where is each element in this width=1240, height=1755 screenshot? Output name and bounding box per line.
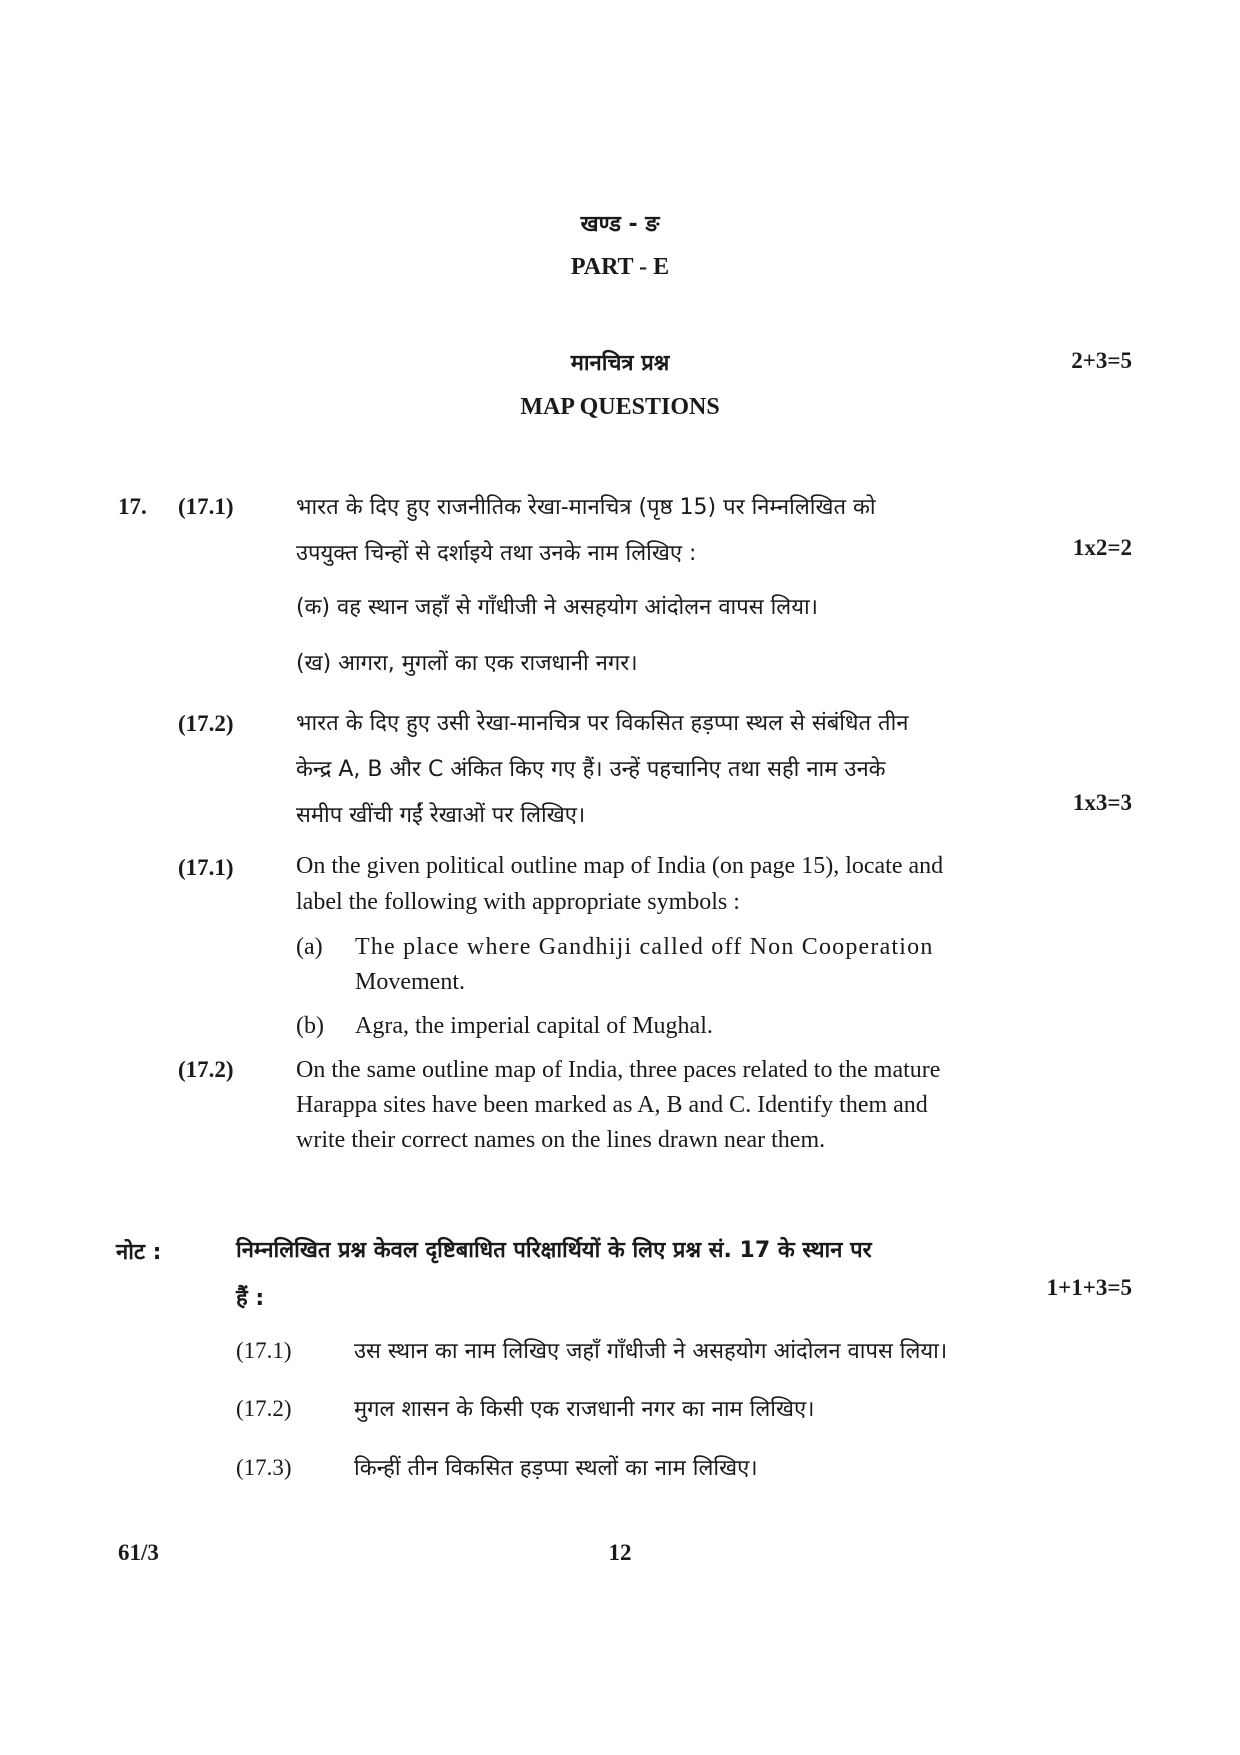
q17-1-english-option-a-line2: Movement.: [355, 969, 465, 995]
note-item-label: (17.2): [236, 1396, 292, 1421]
note-line2: हैं :: [236, 1286, 265, 1311]
q17-1-english-option-b-text: Agra, the imperial capital of Mughal.: [355, 1013, 713, 1039]
section-title-hindi: खण्ड - ङ: [580, 212, 660, 237]
q17-2-hindi-line3: समीप खींची गईं रेखाओं पर लिखिए।: [296, 803, 586, 828]
q17-1-marks: 1x2=2: [1072, 535, 1132, 560]
q17-1-english-option-a-line1: The place where Gandhiji called off Non Cooperation: [355, 934, 934, 960]
q17-1-hindi-line1: भारत के दिए हुए राजनीतिक रेखा-मानचित्र (पृष्ठ 15) पर निम्नलिखित को: [296, 495, 876, 520]
map-title-hindi: मानचित्र प्रश्न: [570, 351, 670, 376]
q17-1-english-option-a-label: (a): [296, 934, 323, 960]
note-marks: 1+1+3=5: [1046, 1275, 1132, 1300]
q17-2-english-label: (17.2): [178, 1057, 234, 1082]
q17-1-english-option-b-label: (b): [296, 1013, 324, 1039]
q17-2-hindi-label: (17.2): [178, 711, 234, 736]
section-title-english: PART - E: [570, 254, 670, 280]
section-marks: 2+3=5: [1071, 348, 1132, 373]
note-item-label: (17.3): [236, 1455, 292, 1480]
question-number: 17.: [118, 494, 147, 519]
q17-2-english-line3: write their correct names on the lines drawn near them.: [296, 1127, 826, 1153]
page-number: 12: [608, 1540, 632, 1565]
q17-1-hindi-label: (17.1): [178, 494, 234, 519]
note-item-text: उस स्थान का नाम लिखिए जहाँ गाँधीजी ने असहयोग आंदोलन वापस लिया।: [354, 1339, 948, 1364]
note-item-label: (17.1): [236, 1338, 292, 1363]
note-item-text: मुगल शासन के किसी एक राजधानी नगर का नाम लिखिए।: [354, 1397, 815, 1422]
q17-1-hindi-option-b: (ख) आगरा, मुगलों का एक राजधानी नगर।: [296, 651, 638, 676]
q17-1-english-line1: On the given political outline map of India (on page 15), locate and: [296, 853, 944, 879]
q17-1-english-label: (17.1): [178, 855, 234, 880]
q17-2-english-line2: Harappa sites have been marked as A, B and C. Identify them and: [296, 1092, 928, 1118]
q17-2-hindi-line2: केन्द्र A, B और C अंकित किए गए हैं। उन्हें पहचानिए तथा सही नाम उनके: [296, 757, 886, 782]
q17-1-hindi-option-a: (क) वह स्थान जहाँ से गाँधीजी ने असहयोग आंदोलन वापस लिया।: [296, 595, 819, 620]
q17-1-hindi-line2: उपयुक्त चिन्हों से दर्शाइये तथा उनके नाम लिखिए :: [296, 541, 697, 566]
map-title-english: MAP QUESTIONS: [520, 394, 720, 420]
q17-2-hindi-line1: भारत के दिए हुए उसी रेखा-मानचित्र पर विकसित हड़प्पा स्थल से संबंधित तीन: [296, 711, 909, 736]
paper-code: 61/3: [118, 1540, 159, 1565]
q17-2-english-line1: On the same outline map of India, three paces related to the mature: [296, 1057, 941, 1083]
note-item-text: किन्हीं तीन विकसित हड़प्पा स्थलों का नाम लिखिए।: [354, 1456, 758, 1481]
q17-1-english-line2: label the following with appropriate symbols :: [296, 889, 740, 915]
q17-2-marks: 1x3=3: [1072, 790, 1132, 815]
note-line1: निम्नलिखित प्रश्न केवल दृष्टिबाधित परिक्षार्थियों के लिए प्रश्न सं. 17 के स्थान पर: [236, 1238, 872, 1263]
note-label: नोट :: [116, 1240, 162, 1265]
